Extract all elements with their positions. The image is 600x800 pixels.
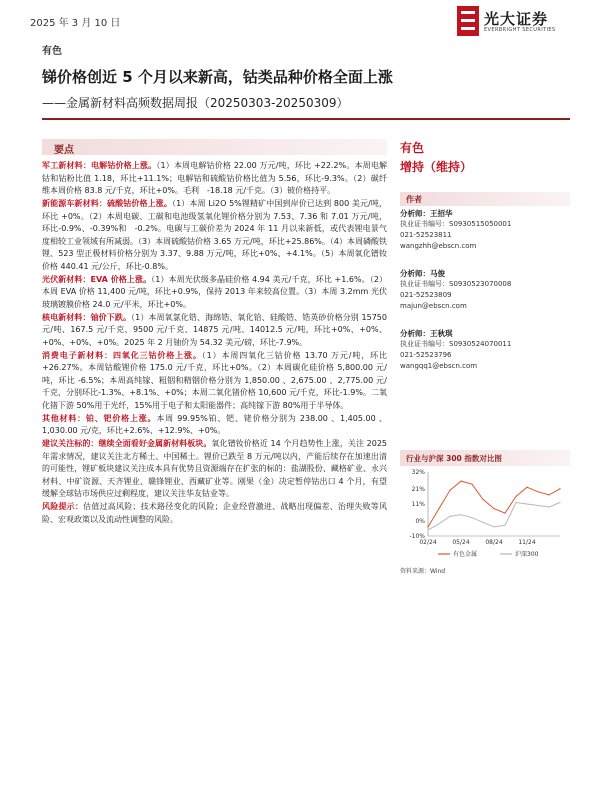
summary-paragraph bbox=[42, 160, 387, 198]
data-point bbox=[526, 487, 527, 488]
y-tick-label: 0% bbox=[415, 517, 425, 525]
chart-heading-band bbox=[400, 450, 570, 466]
logo-text: 光大证券 bbox=[484, 10, 549, 28]
analyst-email[interactable]: wangzhh@ebscn.com bbox=[400, 242, 477, 250]
rating: 增持（维持） bbox=[400, 160, 473, 174]
data-point bbox=[471, 484, 472, 485]
data-point bbox=[449, 516, 450, 517]
report-date: 2025 年 3 月 10 日 bbox=[30, 18, 121, 29]
data-point bbox=[460, 481, 461, 482]
paragraph-body: （1）本周 Li2O 5%锂精矿中国到岸价已达到 800 美元/吨，环比 +0%。（2）本周电碳、工碳和电池级氢氧化锂价格分别为 7.53、7.36 和 7.01 万元/吨，环比-0.9%、-0.39%和 -0.2%。电碳与工碳价差为 2024 年 11 月以来新低，或代表锂电景气度相较工业领域有所减弱。（3）本周硫酸钴价格 3.65 万元/吨，环比+25.86%。（4）本周磷酸铁锂、523 型正极材料价格分别为 3.37、9.88 万元/吨，环比+0%、+4.1%。（5）本周氧化镨钕价格 440.41 元/公斤，环比-0.8%。 bbox=[42, 199, 388, 271]
analyst-card bbox=[400, 268, 570, 312]
data-point bbox=[537, 491, 538, 492]
everbright-logo-icon bbox=[457, 6, 479, 36]
paragraph-body: 氧化镨钕价格近 14 个月趋势性上涨，关注 2025 年需求情况，建议关注北方稀土、中国稀土。锂价已跌至 8 万元/吨以内，产能后续存在加速出清的可能性，锂矿板块建议关注成本具有优势且资源端存在扩张的标的：盐湖股份、藏格矿业、永兴材料、中矿资源、天齐锂业、赣锋锂业、西藏矿业等。刚果（金）决定暂停钴出口 4 个月，有望缓解全球钴市场供应过剩程度，建议关注华友钴业等。 bbox=[42, 439, 387, 498]
data-point bbox=[482, 522, 483, 523]
series-line-index bbox=[428, 503, 560, 530]
title-divider bbox=[42, 118, 570, 120]
report-subtitle: ——金属新材料高频数据周报（20250303-20250309） bbox=[42, 96, 349, 110]
chart-source: 资料来源：Wind bbox=[400, 568, 446, 575]
x-tick-label: 11/24 bbox=[518, 539, 536, 546]
analyst-name: 分析师：王秋琪 bbox=[400, 329, 453, 338]
paragraph-body: 估值过高风险；技术路径变化的风险；企业经营激进、战略出现偏差、治理失败等风险、宏观政策以及流动性调整的风险。 bbox=[42, 502, 388, 524]
analyst-name: 分析师：马俊 bbox=[400, 269, 445, 278]
series-line-industry bbox=[428, 481, 560, 527]
summary-paragraph bbox=[42, 198, 387, 273]
legend-label: 沪深300 bbox=[515, 551, 539, 558]
index-comparison-chart bbox=[400, 450, 570, 566]
analyst-card bbox=[400, 208, 570, 252]
paragraph-lead: 其他材料：铂、钯价格上涨。 bbox=[42, 413, 157, 423]
data-point bbox=[504, 525, 505, 526]
data-point bbox=[438, 523, 439, 524]
chart-title: 行业与沪深 300 指数对比图 bbox=[406, 454, 502, 463]
data-point bbox=[537, 505, 538, 506]
data-point bbox=[515, 496, 516, 497]
summary-paragraph bbox=[42, 438, 387, 501]
paragraph-body: （1）本周电解钴价格 22.00 万元/吨，环比 +22.2%。本周电解钴和钴粉比值 1.18，环比+11.1%；电解钴和硫酸钴价格比值为 5.56，环比-9.3%。（2）碳纤维本周价格 83.8 元/千克，环比+0%。毛利 -18.18 元/千克。（3）铍价格持平。 bbox=[42, 161, 387, 195]
paragraph-lead: 建议关注标的：继续全面看好金属新材料板块。 bbox=[42, 439, 212, 448]
summary-paragraph bbox=[42, 413, 387, 438]
analyst-phone: 021-52523796 bbox=[400, 351, 452, 359]
data-point bbox=[504, 513, 505, 514]
analyst-phone: 021-52523811 bbox=[400, 231, 452, 239]
data-point bbox=[548, 494, 549, 495]
x-tick-label: 08/24 bbox=[485, 539, 503, 546]
data-point bbox=[493, 526, 494, 527]
x-tick-label: 02/24 bbox=[419, 539, 437, 546]
summary-paragraph bbox=[42, 350, 387, 413]
paragraph-lead: 光伏新材料：EVA 价格上涨。 bbox=[42, 274, 152, 284]
data-point bbox=[526, 503, 527, 504]
analyst-cert: 执业证书编号：S0930515050001 bbox=[400, 220, 512, 228]
analyst-cert: 执业证书编号：S0930524070011 bbox=[400, 340, 512, 348]
analyst-phone: 021-52523809 bbox=[400, 291, 452, 299]
paragraph-body: （1）本周氧氯化锆、海绵锆、氧化铪、硅酸锆、锆英砂价格分别 15750 元/吨、167.5 元/千克、9500 元/千克、14875 元/吨、14012.5 元/吨，环比+0%、+0%、+0%、+0%、+0%。2025 年 2 月铀价为 54.32 美元/磅，环比-7.9%。 bbox=[42, 312, 387, 347]
paragraph-body: （1）本周光伏级多晶硅价格 4.94 美元/千克，环比 +1.6%。（2）本周 EVA 价格 11,400 元/吨，环比+0.9%，保持 2013 年来较高位置。（3）本周 3.2mm 光伏玻璃镀膜价格 24.0 元/平米，环比+0%。 bbox=[42, 274, 388, 309]
everbright-logo bbox=[457, 6, 577, 40]
data-point bbox=[427, 529, 428, 530]
summary-heading-band bbox=[42, 139, 387, 155]
report-title: 锑价格创近 5 个月以来新高，钴类品种价格全面上涨 bbox=[42, 68, 393, 86]
paragraph-lead: 风险提示： bbox=[42, 502, 84, 511]
y-tick-label: 32% bbox=[411, 469, 425, 476]
data-point bbox=[482, 499, 483, 500]
x-tick-label: 05/24 bbox=[452, 539, 470, 546]
paragraph-lead: 军工新材料：电解钴价格上涨。 bbox=[42, 161, 157, 170]
data-point bbox=[471, 517, 472, 518]
paragraph-body: 本周 99.95%铂、钯、铑价格分别为 238.00 、1,405.00 、1,030.00 元/克，环比+2.6%、+12.9%、+0%。 bbox=[42, 413, 387, 435]
summary-paragraph bbox=[42, 312, 387, 350]
analyst-card bbox=[400, 328, 570, 372]
analyst-email[interactable]: wangqq1@ebscn.com bbox=[400, 362, 478, 370]
paragraph-body: （1）本周四氧化三钴价格 13.70 万元/吨，环比+26.27%。本周钴酸锂价格 175.0 元/千克，环比+0%。（2）本周碳化硅价格 5,800.00 元/吨，环比 -6.5%；本周高纯镓、粗铟和精铟价格分别为 1,850.00 、2,675.00 、2,775.00 元/千克，分别环比-1.3%、+8.1%、+0%；本周二氧化锗价格 10,600 元/千克，环比-1.9%。二氧化锗下游 50%用于光纤，15%用于电子和太阳能器件；高纯镓下游 80%用于半导体。 bbox=[42, 350, 387, 410]
data-point bbox=[427, 526, 428, 527]
authors-heading: 作者 bbox=[406, 195, 422, 204]
analyst-cert: 执业证书编号：S0930523070008 bbox=[400, 280, 512, 288]
summary-body bbox=[42, 160, 387, 527]
data-point bbox=[438, 508, 439, 509]
data-point bbox=[559, 488, 560, 489]
authors-heading-band bbox=[400, 192, 570, 206]
paragraph-lead: 核电新材料：铀价下跌。 bbox=[42, 312, 132, 322]
summary-paragraph bbox=[42, 501, 387, 526]
analyst-name: 分析师：王招华 bbox=[400, 209, 453, 218]
logo-subtext: EVERBRIGHT SECURITIES bbox=[484, 27, 556, 33]
data-point bbox=[493, 508, 494, 509]
data-point bbox=[449, 490, 450, 491]
summary-paragraph bbox=[42, 274, 387, 312]
data-point bbox=[548, 506, 549, 507]
sidebar-industry: 有色 bbox=[400, 141, 425, 155]
y-tick-label: -10% bbox=[409, 533, 425, 540]
data-point bbox=[460, 514, 461, 515]
y-tick-label: 11% bbox=[411, 501, 425, 508]
analyst-email[interactable]: majun@ebscn.com bbox=[400, 302, 467, 310]
legend-label: 有色金属 bbox=[453, 551, 478, 558]
data-point bbox=[559, 502, 560, 503]
summary-heading: 要点 bbox=[54, 145, 74, 156]
y-tick-label: 21% bbox=[411, 485, 425, 493]
paragraph-lead: 新能源车新材料：硫酸钴价格上涨。 bbox=[42, 199, 172, 208]
paragraph-lead: 消费电子新材料：四氧化三钴价格上涨。 bbox=[42, 350, 202, 360]
data-point bbox=[515, 502, 516, 503]
industry-label: 有色 bbox=[42, 46, 62, 57]
chart-canvas bbox=[400, 466, 570, 566]
